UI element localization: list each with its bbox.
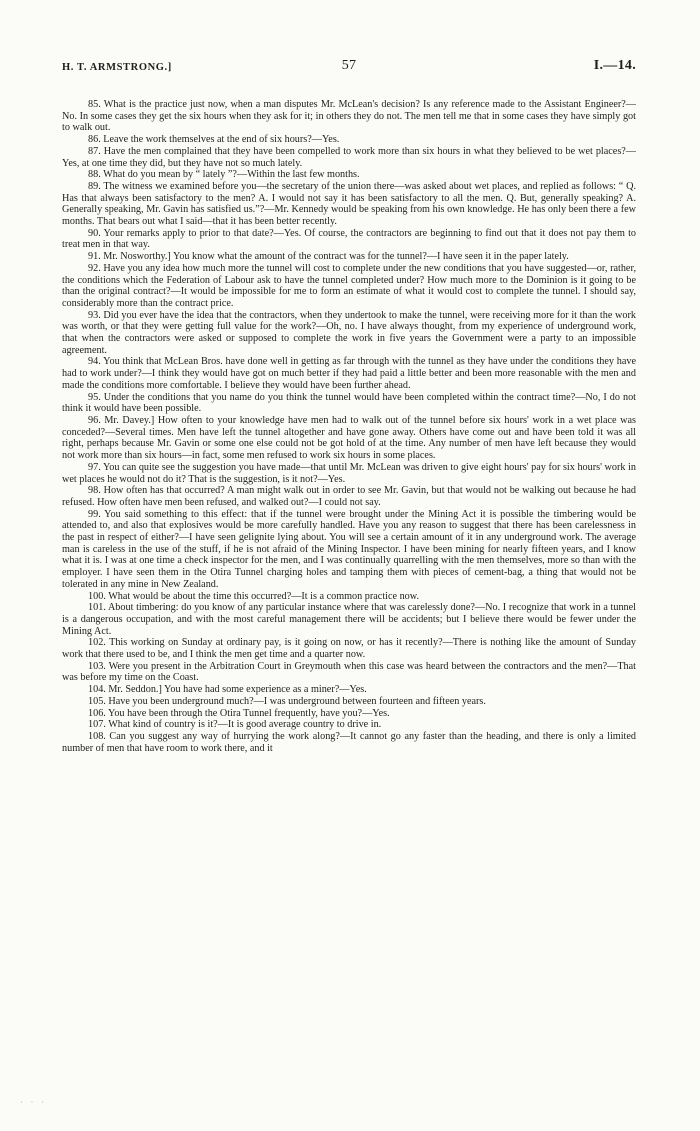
paragraph-88: 88. What do you mean by “ lately ”?—Within the last few months. <box>88 169 360 181</box>
paragraph-102: 102. This working on Sunday at ordinary pay, is it going on now, or has it recently?—There is nothing like the amount of Sunday work that there used to be, and I think the men get time and a quarter now. <box>62 637 636 661</box>
paragraph-96: 96. Mr. Davey.] How often to your knowledge have men had to walk out of the tunnel before six hours' work in a wet place was conceded?—Several times. Men have left the tunnel altogether and have gone away. Others have come out and have been told it was all right, perhaps because Mr. Gavin or some one else could not be got hold of at the time. Any number of men have left because they would not work more than six hours—in fact, some men refused to work six hours in some places. <box>62 414 636 462</box>
paragraph-103: 103. Were you present in the Arbitration Court in Greymouth when this case was heard between the contractors and the men?—That was before my time on the Coast. <box>62 660 636 684</box>
paragraph-104: 104. Mr. Seddon.] You have had some experience as a miner?—Yes. <box>88 684 367 696</box>
paragraph-94: 94. You think that McLean Bros. have done well in getting as far through with the tunnel as they have under the conditions they have had to work under?—I think they would have got on much better if they had paid a little better and been more reasonable with the men and made the conditions more comfortable. I believe they would have been further ahead. <box>62 356 636 391</box>
paragraph-99: 99. You said something to this effect: that if the tunnel were brought under the Mining Act it is possible the timbering would be attended to, and also that explosives would be more carefully handled. Have you any reason to suggest that there has been carelessness in the past in respect of either?—I have seen gelignite lying about. You will see a certain amount of it in any underground work. The average man is careless in the use of the stuff, if he is not afraid of the Mining Inspector. I have been mining for nearly fifteen years, and I know what it is. I was at one time a check inspector for the men, and I was continually quarrelling with the men themselves, more so than with the employer. I have seen them in the Otira Tunnel charging holes and tamping them with pieces of cement-bag, a thing that would not be tolerated in any mine in New Zealand. <box>62 508 636 590</box>
paragraph-87: 87. Have the men complained that they have been compelled to work more than six hours in what they believed to be wet places?—Yes, at one time they did, but they have not so much lately. <box>62 145 636 169</box>
paragraph-91: 91. Mr. Nosworthy.] You know what the amount of the contract was for the tunnel?—I have seen it in the paper lately. <box>88 251 569 263</box>
paragraph-106: 106. You have been through the Otira Tunnel frequently, have you?—Yes. <box>88 707 390 719</box>
paragraph-86: 86. Leave the work themselves at the end of six hours?—Yes. <box>88 134 340 146</box>
paragraph-107: 107. What kind of country is it?—It is good average country to drive in. <box>88 719 382 731</box>
paragraph-101: 101. About timbering: do you know of any particular instance where that was carelessly done?—No. I recognize that work in a tunnel is a dangerous occupation, and with the most careful management there will be accidents; but I believe there would be fewer under the Mining Act. <box>62 602 636 637</box>
paragraph-105: 105. Have you been underground much?—I was underground between fourteen and fifteen years. <box>88 695 486 707</box>
witness-name-header: H. T. ARMSTRONG.] <box>62 62 172 73</box>
paragraph-100: 100. What would be about the time this occurred?—It is a common practice now. <box>88 590 419 602</box>
paragraph-85: 85. What is the practice just now, when a man disputes Mr. McLean's decision? Is any reference made to the Assistant Engineer?—No. In some cases they get the six hours when they ask for it; in others they do not. The men tell me that in some cases they have simply got to walk out. <box>62 99 636 134</box>
paragraph-93: 93. Did you ever have the idea that the contractors, when they undertook to make the tunnel, were receiving more for it than the work was worth, or that they were getting full value for the work?—Oh, no. I have always thought, from my experience of underground work, that when the contractors were asked or supposed to complete the work in five years the Government were a party to an impossible agreement. <box>62 309 636 356</box>
paragraph-90: 90. Your remarks apply to prior to that date?—Yes. Of course, the contractors are beginning to find out that it does not pay them to treat men in that way. <box>62 227 636 251</box>
paragraph-97: 97. You can quite see the suggestion you have made—that until Mr. McLean was driven to give eight hours' pay for six hours' work in wet places he would not do it? That is the suggestion, is it not?—Yes. <box>62 461 636 485</box>
scan-artifact: · · · <box>20 1098 47 1107</box>
paragraph-89: 89. The witness we examined before you—the secretary of the union there—was asked about wet places, and replied as follows: “ Q. Has that always been satisfactory to the men? A. I would not say it has been satisfactory to all the men. Q. But, generally speaking? A. Generally speaking, Mr. Gavin has satisfied us.”?—Mr. Kennedy would be speaking from his own knowledge. He has only been there a few months. That bears out what I said—that it has been better recently. <box>62 180 636 228</box>
testimony-body <box>62 99 636 754</box>
document-reference: I.—14. <box>593 58 636 73</box>
paragraph-98: 98. How often has that occurred? A man might walk out in order to see Mr. Gavin, but that would not be walking out because he had refused. How often have men been refused, and walked out?—I could not say. <box>62 485 636 508</box>
paragraph-108: 108. Can you suggest any way of hurrying the work along?—It cannot go any faster than the heading, and there is only a limited number of men that have room to work there, and it <box>62 730 636 754</box>
page-number: 57 <box>341 58 357 73</box>
paragraph-95: 95. Under the conditions that you name do you think the tunnel would have been completed within the contract time?—No, I do not think it would have been possible. <box>62 391 636 415</box>
paragraph-92: 92. Have you any idea how much more the tunnel will cost to complete under the new conditions that you have suggested—or, rather, the conditions which the Federation of Labour ask to have the tunnel completed under? How much more to the Dominion is it going to be than the original contract?—It would be impossible for me to form an estimate of what it would cost to complete the tunnel. I should say, considerably more than the contract price. <box>62 262 636 309</box>
page-header <box>62 58 636 78</box>
